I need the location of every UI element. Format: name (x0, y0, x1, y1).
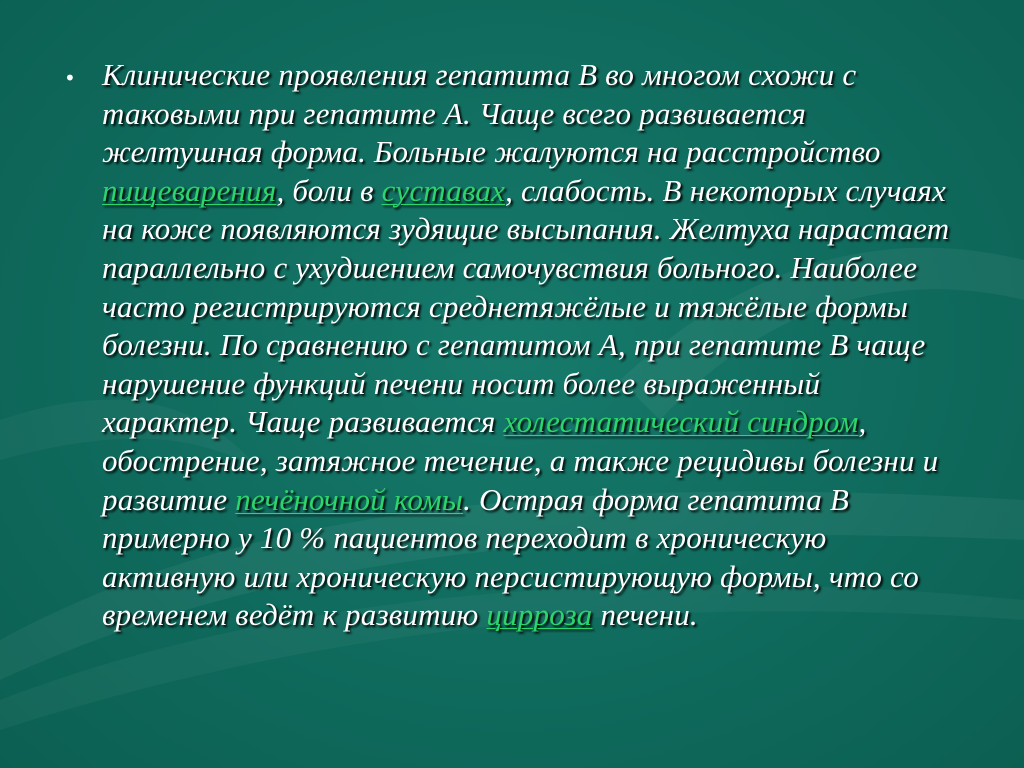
hyperlink[interactable]: холестатический синдром (503, 404, 859, 440)
hyperlink[interactable]: цирроза (486, 597, 593, 633)
bullet-item (64, 56, 964, 635)
text-segment: печени. (592, 597, 698, 633)
text-segment: , обострение, затяжное течение, а также рецидивы болезни и развитие (102, 404, 939, 517)
slide-body (64, 56, 964, 635)
hyperlink[interactable]: суставах (381, 172, 506, 208)
bullet-marker: • (64, 66, 76, 90)
text-segment: Клинические проявления гепатита В во многом схожи с таковыми при гепатите А. Чаще всего развивается желтушная форма. Больные жалуются на расстройство (102, 57, 881, 170)
hyperlink[interactable]: печёночной комы (235, 481, 464, 517)
text-segment: , боли в (276, 172, 382, 208)
bullet-paragraph (102, 56, 952, 635)
text-segment: , слабость. В некоторых случаях на коже появляются зудящие высыпания. Желтуха нарастает параллельно с ухудшением самочувствия больного. Наиболее часто регистрируются среднетяжёлые и тяжёлые формы болезни. По сравнению с гепатитом А, при гепатите В чаще нарушение функций печени носит более выраженный характер. Чаще развивается (102, 172, 950, 440)
hyperlink[interactable]: пищеварения (102, 172, 277, 208)
text-segment: . Острая форма гепатита В примерно у 10 % пациентов переходит в хроническую активную или хроническую персистирующую формы, что со временем ведёт к развитию (102, 481, 919, 633)
